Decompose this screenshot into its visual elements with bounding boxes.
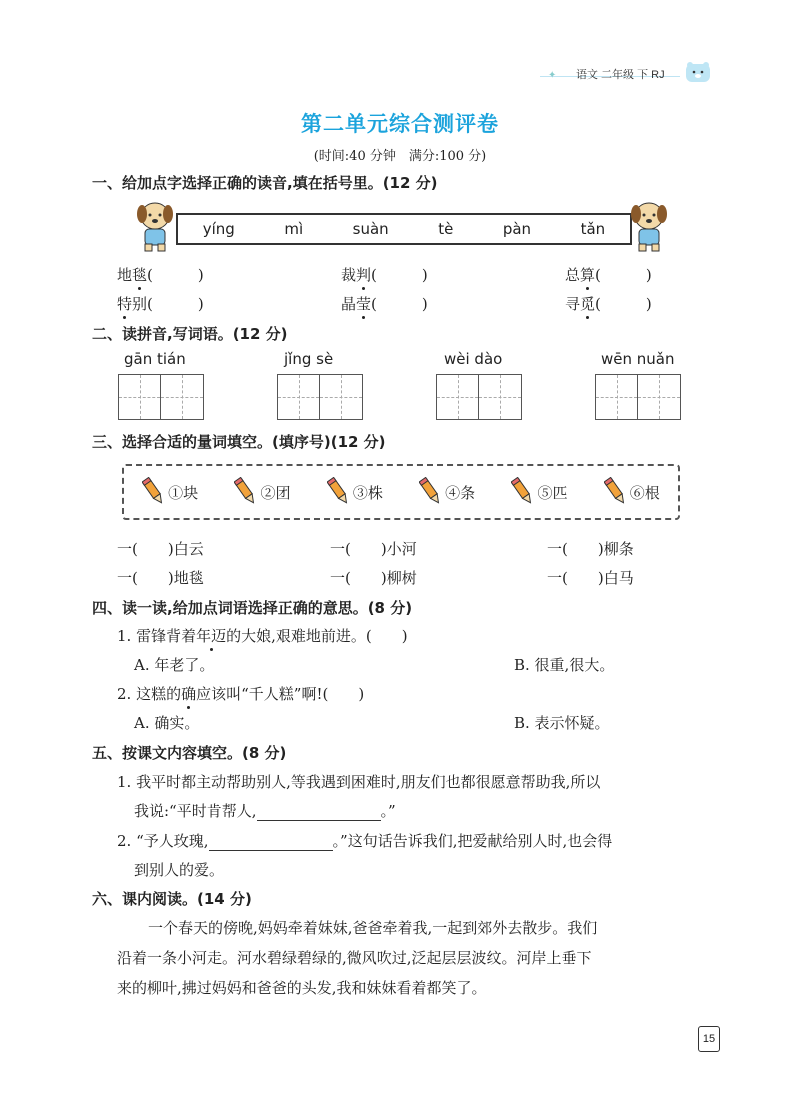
measure-word-option: ③株 bbox=[327, 477, 383, 507]
item-caipan: 裁判( ) bbox=[341, 266, 428, 284]
reading-line: 沿着一条小河走。河水碧绿碧绿的,微风吹过,泛起层层波纹。河岸上垂下 bbox=[117, 949, 592, 967]
pinyin-wennuan: wēn nuǎn bbox=[601, 350, 675, 368]
question-5-2: 2. “予人玫瑰, 。”这句话告诉我们,把爱献给别人时,也会得 bbox=[117, 832, 613, 850]
measure-word-option: ⑥根 bbox=[604, 477, 660, 507]
measure-word-option: ②团 bbox=[234, 477, 290, 507]
puppy-icon-left bbox=[134, 198, 176, 254]
answer-blank[interactable] bbox=[209, 850, 333, 851]
pinyin-options-box bbox=[176, 213, 632, 245]
section-3-heading: 三、选择合适的量词填空。(填序号)(12 分) bbox=[92, 433, 386, 451]
item-zongsuan: 总算( ) bbox=[565, 266, 652, 284]
fill-item[interactable]: 一( )白云 bbox=[117, 540, 204, 558]
item-ditan: 地毯( ) bbox=[117, 266, 204, 284]
fill-item[interactable]: 一( )柳树 bbox=[330, 569, 417, 587]
pinyin-weidao: wèi dào bbox=[444, 350, 503, 368]
writing-grid[interactable] bbox=[118, 374, 204, 420]
bear-icon bbox=[684, 60, 712, 84]
pinyin-option: yíng bbox=[202, 220, 235, 238]
section-6-heading: 六、课内阅读。(14 分) bbox=[92, 890, 252, 908]
measure-word-option: ④条 bbox=[419, 477, 475, 507]
option-4-2-b: B. 表示怀疑。 bbox=[514, 714, 610, 732]
writing-grid[interactable] bbox=[595, 374, 681, 420]
page-number: 15 bbox=[698, 1026, 720, 1052]
reading-line: 来的柳叶,拂过妈妈和爸爸的头发,我和妹妹看着都笑了。 bbox=[117, 979, 487, 997]
puppy-icon-right bbox=[628, 198, 670, 254]
pencil-icon bbox=[142, 477, 166, 507]
answer-blank[interactable] bbox=[257, 820, 381, 821]
pinyin-option: pàn bbox=[502, 220, 532, 238]
writing-grid[interactable] bbox=[436, 374, 522, 420]
pencil-icon bbox=[511, 477, 535, 507]
section-4-heading: 四、读一读,给加点词语选择正确的意思。(8 分) bbox=[92, 599, 413, 617]
pencil-icon bbox=[419, 477, 443, 507]
measure-word-option: ⑤匹 bbox=[511, 477, 567, 507]
pinyin-option: tè bbox=[438, 220, 454, 238]
fill-item[interactable]: 一( )柳条 bbox=[547, 540, 634, 558]
question-5-1-line2: 我说:“平时肯帮人, 。” bbox=[134, 802, 396, 820]
pinyin-option: tǎn bbox=[580, 220, 606, 238]
fill-item[interactable]: 一( )地毯 bbox=[117, 569, 204, 587]
page-title: 第二单元综合测评卷 bbox=[301, 111, 499, 136]
measure-word-option: ①块 bbox=[142, 477, 198, 507]
time-score-info: (时间:40 分钟 满分:100 分) bbox=[313, 149, 487, 164]
fill-item[interactable]: 一( )小河 bbox=[330, 540, 417, 558]
question-5-1: 1. 我平时都主动帮助别人,等我遇到困难时,朋友们也都很愿意帮助我,所以 bbox=[117, 773, 601, 791]
section-1-heading: 一、给加点字选择正确的读音,填在括号里。(12 分) bbox=[92, 174, 438, 192]
option-4-1-a: A. 年老了。 bbox=[134, 656, 215, 674]
section-2-heading: 二、读拼音,写词语。(12 分) bbox=[92, 325, 288, 343]
item-jingying: 晶莹( ) bbox=[341, 295, 428, 313]
question-4-1: 1. 雷锋背着年迈的大娘,艰难地前进。( ) bbox=[117, 627, 408, 645]
pinyin-option: suàn bbox=[352, 220, 389, 238]
item-tebie: 特别( ) bbox=[117, 295, 204, 313]
pencil-icon bbox=[327, 477, 351, 507]
item-xunmi: 寻觅( ) bbox=[565, 295, 652, 313]
measure-word-box bbox=[122, 464, 680, 520]
header-label: 语文 二年级 下 RJ bbox=[576, 69, 665, 81]
pinyin-ganitan: gān tián bbox=[124, 350, 186, 368]
question-5-2-line2: 到别人的爱。 bbox=[134, 861, 225, 879]
option-4-2-a: A. 确实。 bbox=[134, 714, 200, 732]
option-4-1-b: B. 很重,很大。 bbox=[514, 656, 615, 674]
reading-line: 一个春天的傍晚,妈妈牵着妹妹,爸爸牵着我,一起到郊外去散步。我们 bbox=[148, 919, 598, 937]
question-4-2: 2. 这糕的确应该叫“千人糕”啊!( ) bbox=[117, 685, 365, 703]
pinyin-option: mì bbox=[284, 220, 304, 238]
writing-grid[interactable] bbox=[277, 374, 363, 420]
section-5-heading: 五、按课文内容填空。(8 分) bbox=[92, 744, 287, 762]
pencil-icon bbox=[604, 477, 628, 507]
pencil-icon bbox=[234, 477, 258, 507]
pinyin-jingse: jǐng sè bbox=[284, 350, 334, 368]
sparkle-icon: ✦ bbox=[548, 70, 557, 81]
fill-item[interactable]: 一( )白马 bbox=[547, 569, 634, 587]
